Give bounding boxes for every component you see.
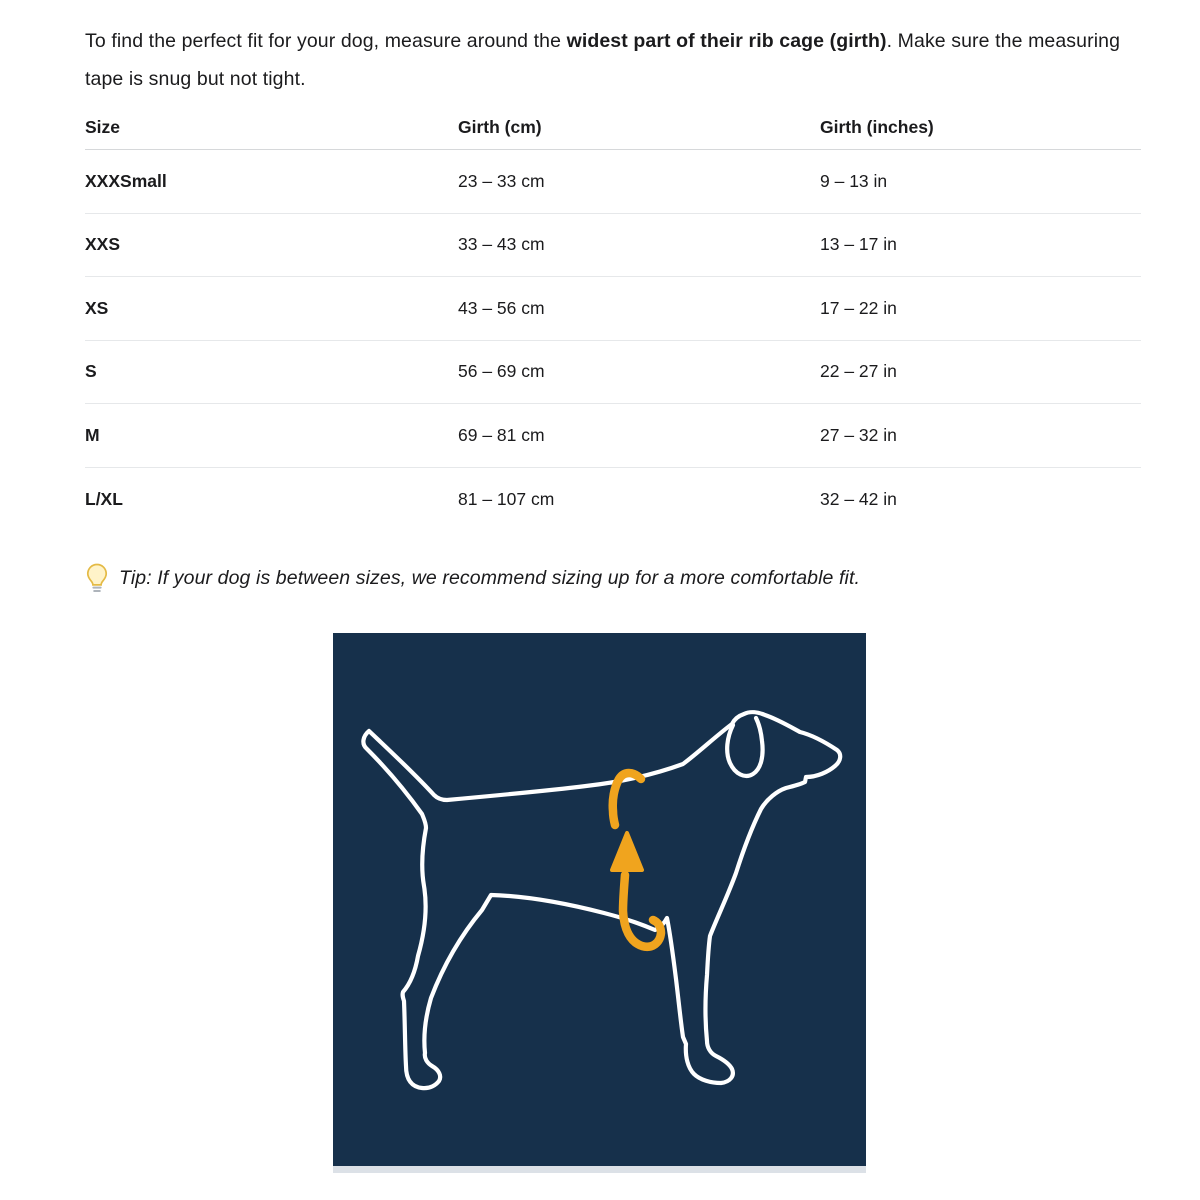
cell-girth-in: 13 – 17 in xyxy=(820,234,897,255)
header-cell-girth-cm: Girth (cm) xyxy=(458,117,542,137)
lightbulb-icon xyxy=(86,563,108,594)
cell-girth-in: 22 – 27 in xyxy=(820,361,897,382)
cell-girth-cm: 33 – 43 cm xyxy=(458,234,545,255)
cell-size: XXXSmall xyxy=(85,170,167,191)
cell-girth-cm: 23 – 33 cm xyxy=(458,170,545,191)
cell-girth-in: 17 – 22 in xyxy=(820,297,897,318)
table-body xyxy=(85,150,1141,531)
table-row xyxy=(85,214,1141,278)
tip-text: Tip: If your dog is between sizes, we recommend sizing up for a more comfortable fit. xyxy=(119,566,860,589)
tip-row xyxy=(86,556,860,600)
size-table xyxy=(85,106,1141,531)
intro-text-line2: the measuring tape is snug but not tight. xyxy=(85,30,1121,90)
intro-text-before: To find the perfect fit for your dog, measure around the xyxy=(85,30,567,52)
intro-paragraph xyxy=(85,22,1143,98)
cell-size: L/XL xyxy=(85,488,123,509)
header-cell-girth-inches: Girth (inches) xyxy=(820,117,934,137)
cell-girth-cm: 56 – 69 cm xyxy=(458,361,545,382)
cell-size: XXS xyxy=(85,234,121,255)
table-row xyxy=(85,404,1141,468)
table-row xyxy=(85,341,1141,405)
intro-text-after: . Make sure xyxy=(886,30,990,52)
cell-girth-in: 27 – 32 in xyxy=(820,424,897,445)
cell-girth-in: 32 – 42 in xyxy=(820,488,897,509)
cell-girth-cm: 69 – 81 cm xyxy=(458,424,545,445)
table-row xyxy=(85,150,1141,214)
cell-size: M xyxy=(85,424,100,445)
table-header-row xyxy=(85,106,1141,150)
cell-size: S xyxy=(85,361,97,382)
table-row xyxy=(85,468,1141,532)
cell-girth-cm: 43 – 56 cm xyxy=(458,297,545,318)
cell-girth-in: 9 – 13 in xyxy=(820,170,888,191)
illustration-bottom-strip xyxy=(333,1166,866,1173)
intro-text-bold: widest part of their rib cage (girth) xyxy=(566,30,887,52)
table-row xyxy=(85,277,1141,341)
cell-size: XS xyxy=(85,297,109,318)
dog-girth-illustration xyxy=(333,633,866,1166)
cell-girth-cm: 81 – 107 cm xyxy=(458,488,555,509)
header-cell-size: Size xyxy=(85,117,121,137)
